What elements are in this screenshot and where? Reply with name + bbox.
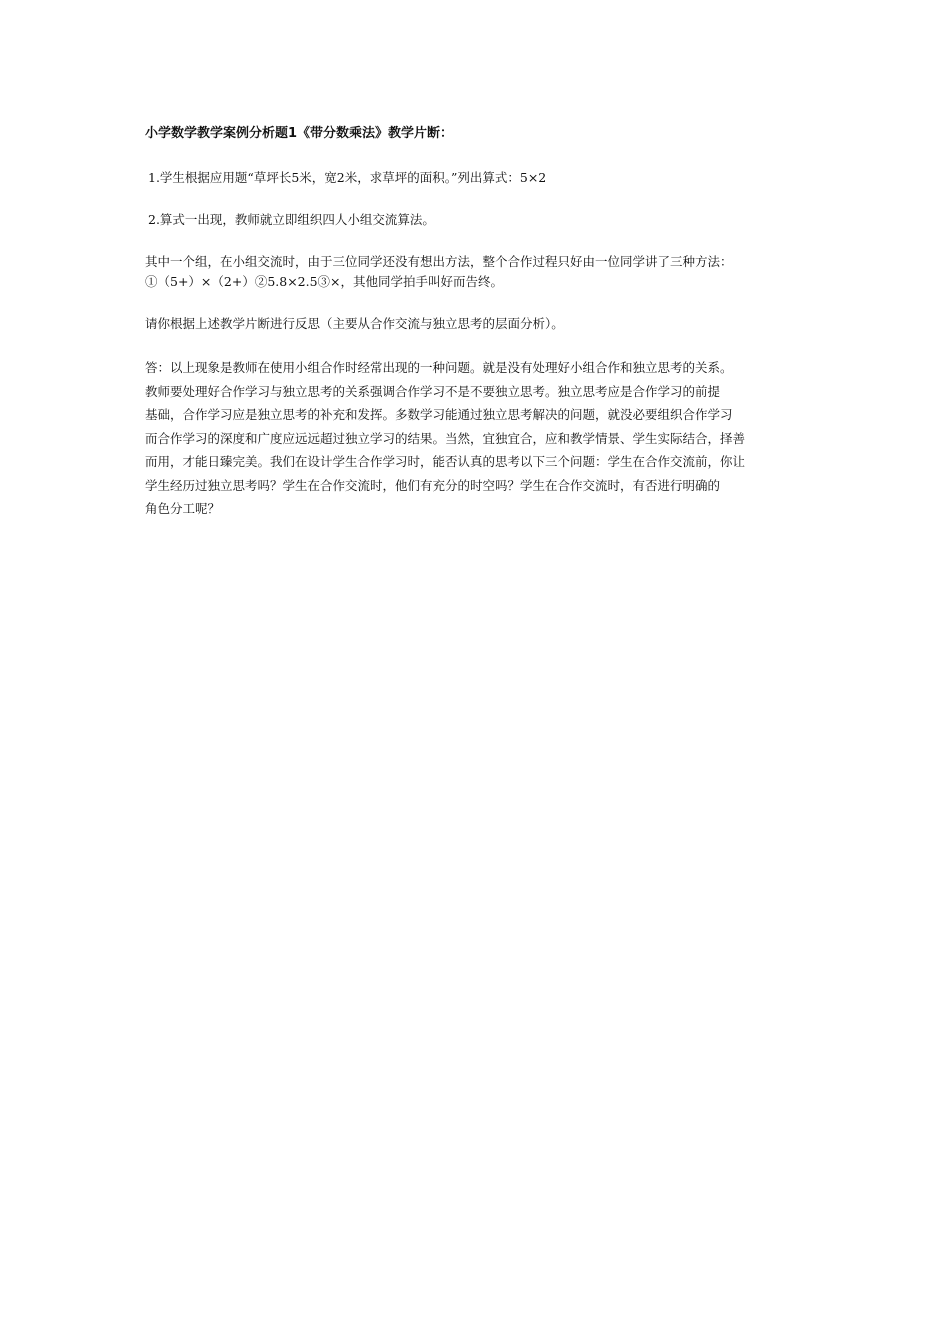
group-discussion-line-1: 其中一个组，在小组交流时，由于三位同学还没有想出方法，整个合作过程只好由一位同学讲了三种方法： [145,254,733,269]
answer-line: 教师要处理好合作学习与独立思考的关系强调合作学习不是不要独立思考。独立思考应是合作学习的前提 [145,383,721,399]
answer-paragraph [145,356,810,521]
answer-line: 学生经历过独立思考吗？学生在合作交流时，他们有充分的时空吗？学生在合作交流时，有否进行明确的 [145,477,721,493]
question-paragraph: 请你根据上述教学片断进行反思（主要从合作交流与独立思考的层面分析）。 [145,316,564,331]
item-2-paragraph: 2.算式一出现，教师就立即组织四人小组交流算法。 [148,212,435,227]
answer-line: 而用，才能日臻完美。我们在设计学生合作学习时，能否认真的思考以下三个问题：学生在合作交流前，你让 [145,454,746,469]
answer-line: 而合作学习的深度和广度应远远超过独立学习的结果。当然，宜独宜合，应和教学情景、学生实际结合，择善 [145,430,746,446]
answer-line: 角色分工呢？ [145,501,221,516]
answer-line: 基础，合作学习应是独立思考的补充和发挥。多数学习能通过独立思考解决的问题，就没必要组织合作学习 [145,407,733,422]
document-title: 小学数学教学案例分析题1《带分数乘法》教学片断： [145,126,454,141]
group-discussion-paragraph [145,252,810,292]
document-content [145,124,810,521]
group-discussion-line-2: ①（5+）×（2+）②5.8×2.5③×，其他同学拍手叫好而告终。 [145,274,504,289]
answer-line: 答：以上现象是教师在使用小组合作时经常出现的一种问题。就是没有处理好小组合作和独立思考的关系。 [145,360,733,375]
item-1-paragraph: 1.学生根据应用题“草坪长5米，宽2米，求草坪的面积。”列出算式：5×2 [148,170,547,185]
